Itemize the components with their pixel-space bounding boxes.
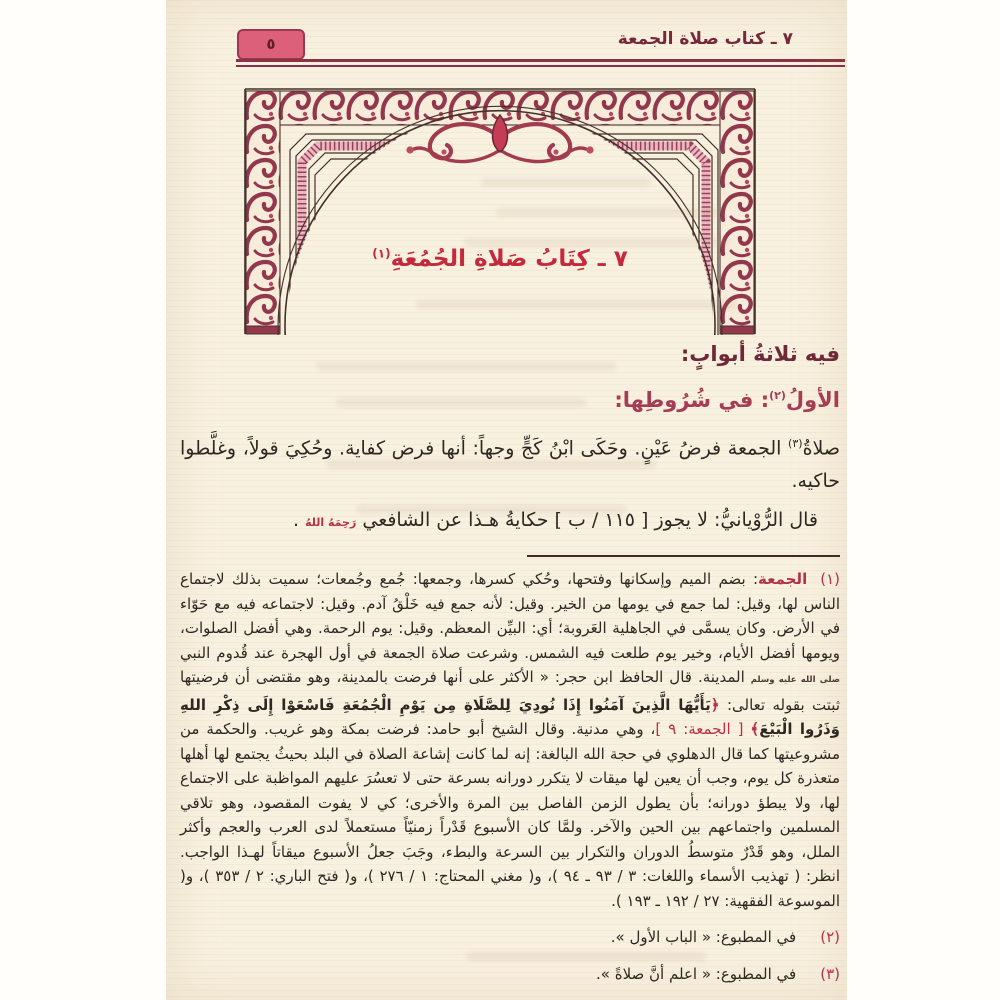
p1-text: الجمعة فرضُ عَيْنٍ. وحَكَى ابْنُ كَجٍّ وجهاً: أنها فرض كفاية. وحُكِيَ قولاً، وغلَّطوا حاكيه. (180, 437, 840, 493)
verse-reference: [ الجمعة: ٩ ] (655, 720, 751, 739)
running-head-title: ٧ ـ كتاب صلاة الجمعة (617, 29, 793, 49)
show-through-ghost (464, 238, 729, 247)
chapter-intro-heading: فيه ثلاثةُ أبوابٍ: (680, 342, 840, 366)
footnote-1-term: الجمعة (758, 570, 808, 589)
p1-first-word: صلاةُ (802, 437, 840, 460)
section-heading (180, 381, 840, 415)
footnote-2 (180, 925, 840, 950)
honorific-rahimahullah: رَحِمَهُ اللهُ (305, 516, 357, 530)
footnote-1-text-a: : بضم الميم وإسكانها وفتحها، وحُكي كسرها، وجمعها: جُمع وجُمعات؛ سميت بذلك لاجتماع الناس لها، وقيل: لما جمع في يومها من الخير. وقيل: لأنه جمع فيه خَلْقُ آدم. وقيل: لاجتماعه فيه مع حَوّاء في الأرض. وكان يسمَّى في الجاهلية العَروبة؛ أي: البيِّن المعظم. وقيل: يوم الرحمة. وهي أفضل الصلوات، ويومها أفضل الأيام، وخير يوم طلعت فيه الشمس. وشرعت صلاة الجمعة في أول الهجرة عند قُدوم النبي (180, 570, 840, 662)
footnote-1-text-c: ، وهي مدنية. وقال الشيخ أبو حامد: فرضت بمكة وهو غريب. والحكمة من مشروعيتها كما قال الدهلوي في حجة الله البالغة: إنه لما كانت إشاعة الصلاة في البلد بحيثُ يجتمع لها أهلها متعذرة كل يوم، وجب أن يعين لها ميقات لا يتكرر دورانه بسرعة حتى لا تعسُرَ عليهم المواظبة على الاجتماع لها، ولا يبطؤ دورانه؛ بأن يطول الزمن الفاصل بين المرة والأخرى؛ كي لا يفوت المقصود، وهو تلاقي المسلمين واجتماعهم بين الحين والآخر. ولمَّا كان الأسبوع قَدْراً زمنيّاً مستعملاً لدى العرب والعجم وأكثر الملل، وهو قَدْرٌ متوسطُ الدوران والتكرار بين السرعة والبطء، وجَبَ جعلُ الأسبوع ميقاتاً لهـذا الواجب. انظر: ( تهذيب الأسماء واللغات: ٣ / ٩٣ ـ ٩٤ )، و( مغني المحتاج: ١ / ٢٧٦ )، و( فتح الباري: ٢ / ٣٥٣ )، و( الموسوعة الفقهية: ٢٧ / ١٩٢ ـ ١٩٣ ). (180, 720, 841, 910)
p1-footnote-ref: (٣) (788, 437, 803, 450)
footnote-1-text-b: المدينة. قال الحافظ ابن حجر: « الأكثر على أنها فرضت بالمدينة، وهو مقتضى أن فرضيتها ثبتت بقوله تعالى: (180, 668, 840, 714)
p2-text: قال الرُّوْيانيُّ: لا يجوز [ ١١٥ / ب ] حكايةُ هـذا عن الشافعي (356, 509, 818, 532)
page-number-badge (237, 29, 305, 60)
body-paragraph-2 (180, 504, 840, 539)
show-through-ghost (496, 208, 721, 217)
pbuh-ligature: صلى الله عليه وسلم (750, 675, 841, 686)
running-head-rule (236, 59, 845, 67)
footnote-2-number: (٢) (820, 928, 840, 947)
footnote-separator-rule (527, 555, 840, 557)
section-heading-rest: : في شُرُوطِها: (614, 388, 770, 412)
footnotes-block (180, 567, 840, 986)
chapter-footnote-ref: (١) (372, 246, 391, 261)
chapter-title-text: ٧ ـ كِتَابُ صَلاةِ الجُمُعَةِ (390, 246, 628, 272)
section-footnote-ref: (٢) (769, 389, 786, 402)
quran-verse: يَأَيُّهَا الَّذِينَ آمَنُوا إِذَا نُودِيَ لِلصَّلَاةِ مِن يَوْمِ الْجُمُعَةِ فَاسْعَوْا إِلَى ذِكْرِ اللهِ وَذَرُوا الْبَيْعَ (180, 695, 840, 739)
footnote-1 (180, 567, 840, 913)
footnote-1-number: (١) (820, 570, 840, 589)
page-content (180, 336, 840, 986)
chapter-title (243, 246, 757, 272)
footnote-3-number: (٣) (820, 964, 840, 983)
footnote-2-text: في المطبوع: « الباب الأول ». (610, 928, 797, 947)
book-page (166, 0, 847, 1000)
body-paragraph-1 (180, 427, 840, 498)
p2-end: . (293, 509, 306, 532)
verse-open-bracket: ﴿ (710, 695, 720, 714)
show-through-ghost (481, 178, 651, 187)
page-number: ٥ (266, 35, 276, 53)
section-heading-name: الأولُ (785, 388, 840, 412)
footnote-3-text: في المطبوع: « اعلم أنَّ صلاةً ». (596, 964, 797, 983)
verse-close-bracket: ﴾ (750, 720, 760, 739)
footnote-3 (180, 962, 840, 987)
show-through-ghost (416, 300, 736, 309)
